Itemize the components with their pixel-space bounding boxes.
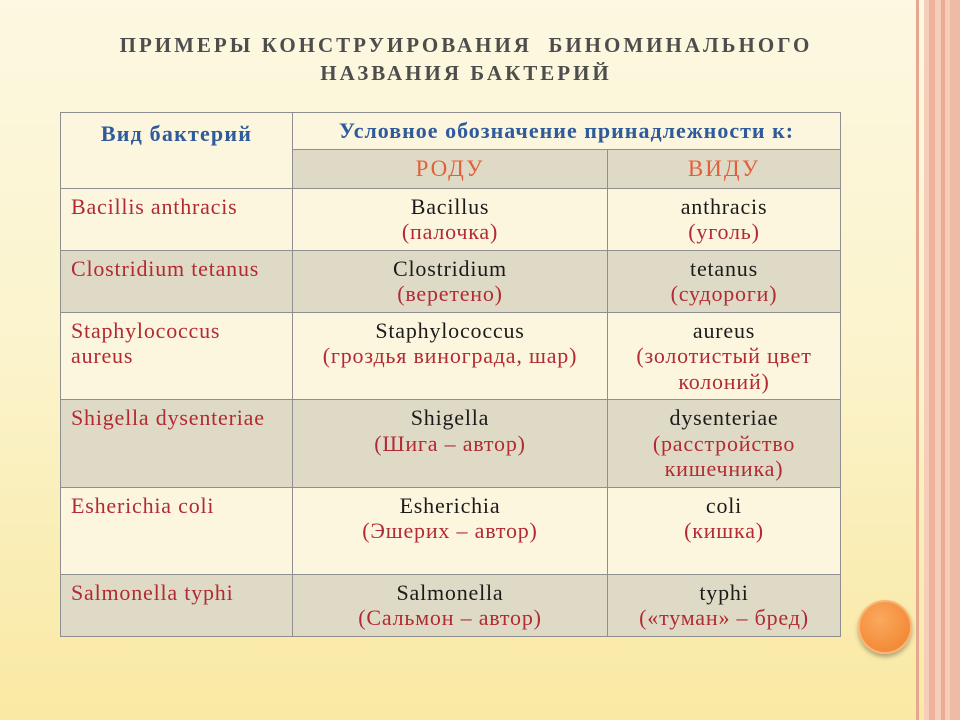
table-row <box>61 487 841 574</box>
genus-cell <box>293 250 608 312</box>
epithet-meaning: (золотистый цвет колоний) <box>636 343 812 394</box>
species-name-cell: Bacillis anthracis <box>61 188 293 250</box>
table-header-row <box>61 113 841 150</box>
header-species-cell: Вид бактерий <box>61 113 293 189</box>
table-row <box>61 400 841 488</box>
right-edge-stripe-line <box>929 0 935 720</box>
genus-meaning: (Сальмон – автор) <box>358 605 542 630</box>
right-edge-stripe-line <box>916 0 919 720</box>
epithet-cell <box>608 188 841 250</box>
epithet-meaning: (расстройство кишечника) <box>652 430 796 481</box>
epithet-name: anthracis <box>680 193 768 219</box>
table-row <box>61 312 841 400</box>
epithet-name: dysenteriae <box>669 405 779 430</box>
header-epithet-cell: ВИДУ <box>608 149 841 188</box>
right-edge-stripe-line <box>950 0 960 720</box>
epithet-meaning: (судороги) <box>670 281 778 306</box>
genus-name: Shigella <box>410 405 490 430</box>
species-name-cell: Shigella dysenteriae <box>61 400 293 488</box>
epithet-name: tetanus <box>690 255 758 281</box>
epithet-meaning: (уголь) <box>688 219 760 244</box>
epithet-cell <box>608 400 841 488</box>
epithet-cell <box>608 312 841 400</box>
slide-title <box>40 31 892 87</box>
genus-cell <box>293 400 608 488</box>
genus-name: Salmonella <box>396 579 504 605</box>
genus-meaning: (гроздья винограда, шар) <box>322 343 578 368</box>
genus-name: Staphylococcus <box>375 317 525 343</box>
header-designation-cell: Условное обозначение принадлежности к: <box>293 113 841 150</box>
epithet-cell <box>608 250 841 312</box>
genus-cell <box>293 188 608 250</box>
epithet-name: typhi <box>699 579 749 605</box>
species-name-cell: Esherichia coli <box>61 487 293 574</box>
species-name-cell: Clostridium tetanus <box>61 250 293 312</box>
epithet-meaning: (кишка) <box>684 518 764 543</box>
slide-title-line-2: НАЗВАНИЯ БАКТЕРИЙ <box>320 61 612 85</box>
table-row <box>61 250 841 312</box>
epithet-name: coli <box>705 492 743 518</box>
genus-cell <box>293 487 608 574</box>
genus-name: Clostridium <box>393 255 507 281</box>
bacteria-naming-table <box>60 112 841 637</box>
species-name-cell: Staphylococcus aureus <box>61 312 293 400</box>
genus-name: Bacillus <box>410 193 490 219</box>
genus-cell <box>293 312 608 400</box>
species-name-cell: Salmonella typhi <box>61 574 293 636</box>
epithet-meaning: («туман» – бред) <box>639 605 809 630</box>
genus-meaning: (веретено) <box>397 281 503 306</box>
orange-circle-decoration <box>858 600 912 654</box>
epithet-cell <box>608 574 841 636</box>
header-genus-cell: РОДУ <box>293 149 608 188</box>
slide-title-line-1: ПРИМЕРЫ КОНСТРУИРОВАНИЯ БИНОМИНАЛЬНОГО <box>119 33 813 57</box>
epithet-name: aureus <box>692 317 756 343</box>
genus-meaning: (Эшерих – автор) <box>362 518 538 543</box>
table-row <box>61 574 841 636</box>
table-row <box>61 188 841 250</box>
genus-meaning: (Шига – автор) <box>374 430 526 456</box>
genus-cell <box>293 574 608 636</box>
right-edge-stripe-line <box>941 0 945 720</box>
genus-name: Esherichia <box>399 492 501 518</box>
genus-meaning: (палочка) <box>401 219 499 244</box>
epithet-cell <box>608 487 841 574</box>
